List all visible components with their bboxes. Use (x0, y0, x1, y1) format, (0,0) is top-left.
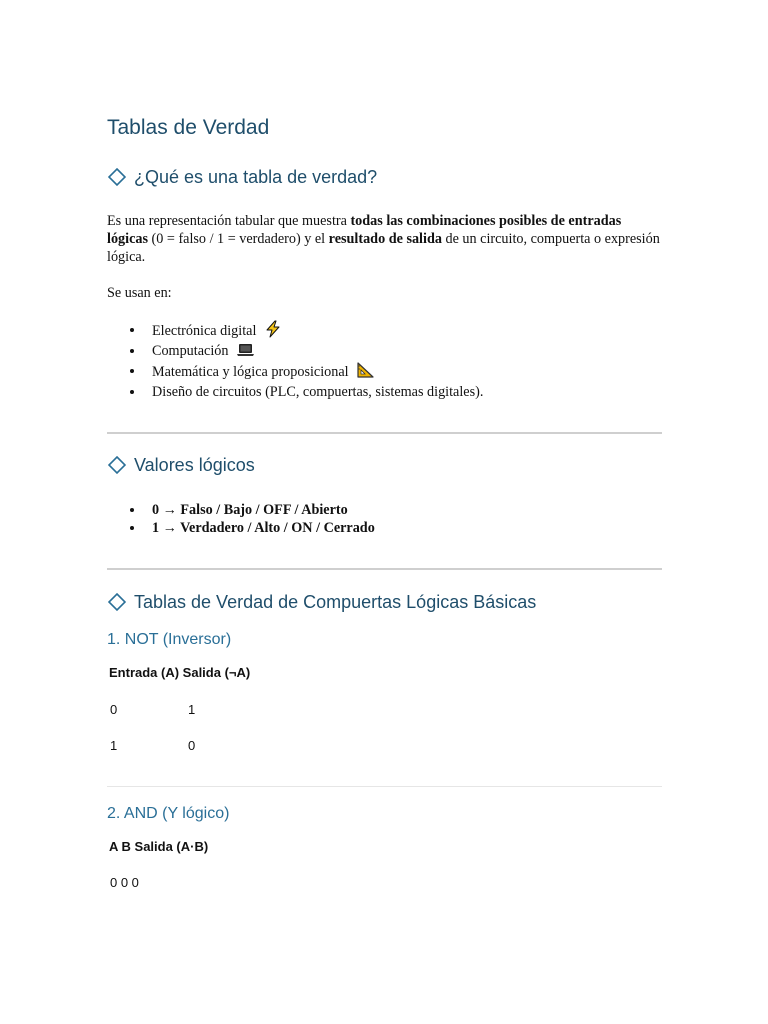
not-table-cell-output: 0 (188, 738, 196, 753)
intro-text: de un circuito, compuerta o expresión lógica. (107, 231, 660, 265)
uses-label: Se usan en: (107, 285, 172, 301)
list-item (107, 382, 483, 403)
list-item-text: Diseño de circuitos (PLC, compuertas, sistemas digitales). (152, 383, 484, 400)
section-heading-what-is (107, 167, 377, 188)
diamond-icon (111, 596, 124, 609)
intro-text: Es una representación tabular que muestra (107, 213, 351, 229)
section-heading-logic-values (107, 455, 255, 476)
divider (107, 786, 662, 787)
diamond-icon (111, 459, 124, 472)
intro-bold-output: resultado de salida (328, 231, 442, 247)
not-gate-heading: 1. NOT (Inversor) (107, 631, 232, 648)
not-table-cell-output: 1 (188, 702, 196, 717)
divider (107, 568, 662, 570)
and-table-row: 0 0 0 (110, 875, 139, 890)
not-table-cell-input: 0 (110, 702, 118, 717)
list-item-text: Computación (152, 342, 229, 359)
diamond-icon (111, 171, 124, 184)
section-heading-gate-tables (107, 592, 536, 613)
section-heading-text: ¿Qué es una tabla de verdad? (134, 167, 378, 187)
logic-values-list (107, 501, 375, 537)
section-heading-text: Tablas de Verdad de Compuertas Lógicas Básicas (134, 592, 537, 612)
page-title: Tablas de Verdad (107, 116, 270, 139)
list-item (107, 361, 483, 382)
list-item-text: Matemática y lógica proposicional (152, 364, 349, 380)
list-item: 0 → Falso / Bajo / OFF / Abierto (107, 501, 375, 519)
uses-list (107, 320, 483, 402)
divider (107, 432, 662, 434)
section-heading-text: Valores lógicos (134, 455, 255, 475)
not-table-header: Entrada (A) Salida (¬A) (109, 665, 251, 680)
not-table-cell-input: 1 (110, 738, 118, 753)
and-table-header: A B Salida (A·B) (109, 839, 209, 854)
list-item: 1 → Verdadero / Alto / ON / Cerrado (107, 519, 375, 537)
intro-text: (0 = falso / 1 = verdadero) y el (147, 231, 329, 247)
and-gate-heading: 2. AND (Y lógico) (107, 805, 230, 822)
list-item-text: Electrónica digital (152, 323, 257, 339)
intro-paragraph (107, 212, 662, 266)
intro-bold-combinations: todas las combinaciones posibles de entradas lógicas (107, 213, 622, 247)
list-item (107, 341, 483, 362)
list-item (107, 320, 483, 341)
